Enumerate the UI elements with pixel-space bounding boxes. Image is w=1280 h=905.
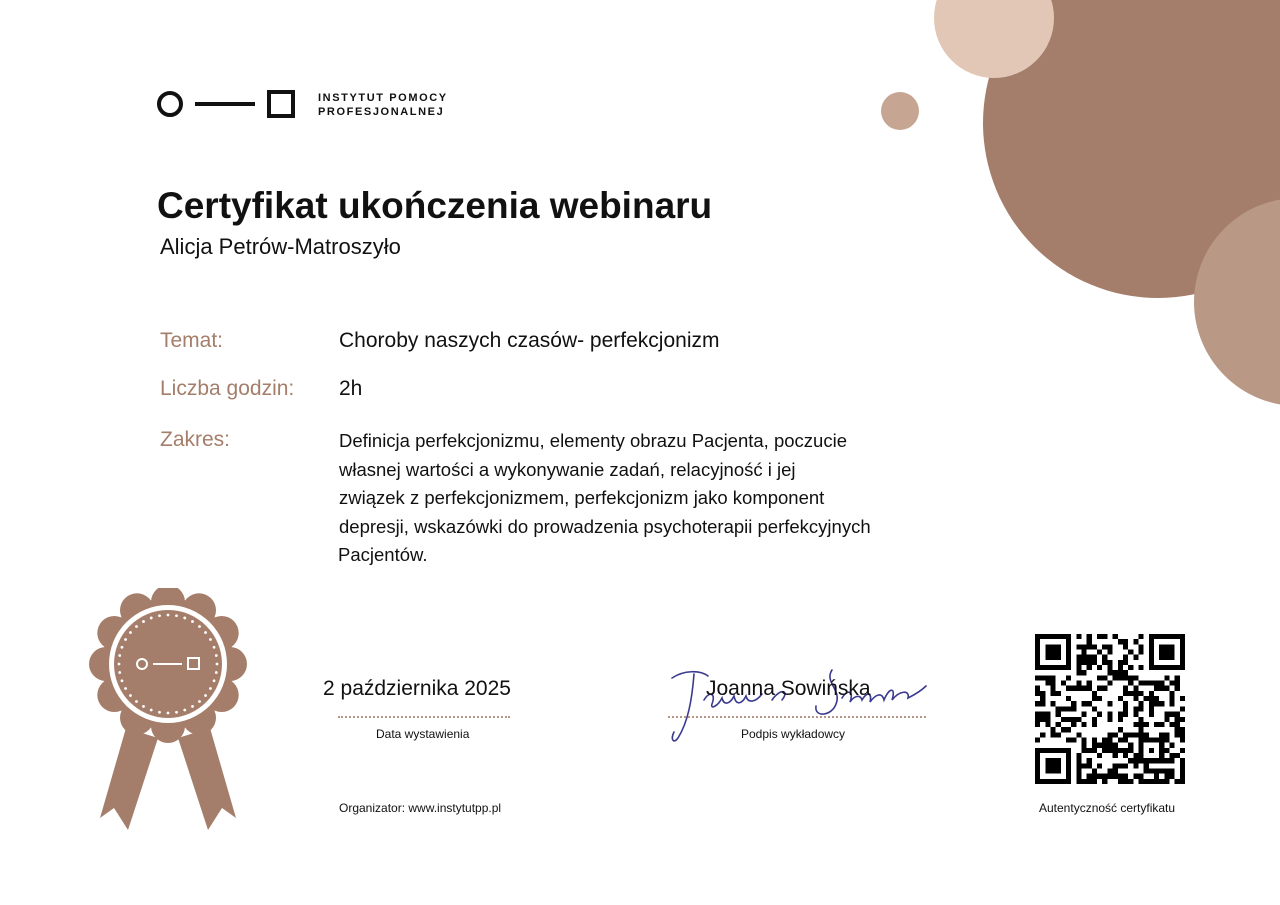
scope-label: Zakres: [160, 428, 231, 451]
brand-name [318, 91, 448, 119]
date-dotted-line [338, 716, 510, 721]
qr-caption: Autentyczność certyfikatu [1039, 801, 1176, 815]
scope-line: związek z perfekcjonizmem, perfekcjonizm jako komponent [339, 487, 825, 508]
authenticity-qr-code [1035, 634, 1185, 784]
organizer-text: Organizator: www.instytutpp.pl [339, 801, 502, 815]
lecturer-signature-caption: Podpis wykładowcy [741, 727, 846, 741]
brand-line-2: PROFESJONALNEJ [318, 106, 445, 118]
hours-label: Liczba godzin: [160, 377, 295, 400]
brand-line-1: INSTYTUT POMOCY [318, 92, 448, 104]
issue-date-caption: Data wystawienia [376, 727, 470, 741]
scope-line: depresji, wskazówki do prowadzenia psychoterapii perfekcyjnych [339, 515, 871, 537]
scope-text [339, 427, 929, 570]
rosette-seal-icon [88, 588, 248, 838]
certificate-title: Certyfikat ukończenia webinaru [157, 185, 713, 226]
lecturer-name: Joanna Sowińska [706, 677, 871, 700]
issue-date: 2 października 2025 [323, 677, 511, 700]
scope-line: Definicja perfekcjonizmu, elementy obrazu Pacjenta, poczucie [339, 430, 847, 451]
signature-dotted-line [668, 716, 926, 721]
topic-label: Temat: [160, 329, 224, 352]
topic-value: Choroby naszych czasów- perfekcjonizm [339, 329, 720, 352]
institute-logo-icon [155, 88, 300, 120]
hours-value: 2h [339, 377, 363, 400]
recipient-name: Alicja Petrów-Matroszyło [160, 234, 401, 259]
scope-line: własnej wartości a wykonywanie zadań, relacyjność i jej [339, 458, 796, 480]
scope-line: Pacjentów. [338, 544, 428, 565]
